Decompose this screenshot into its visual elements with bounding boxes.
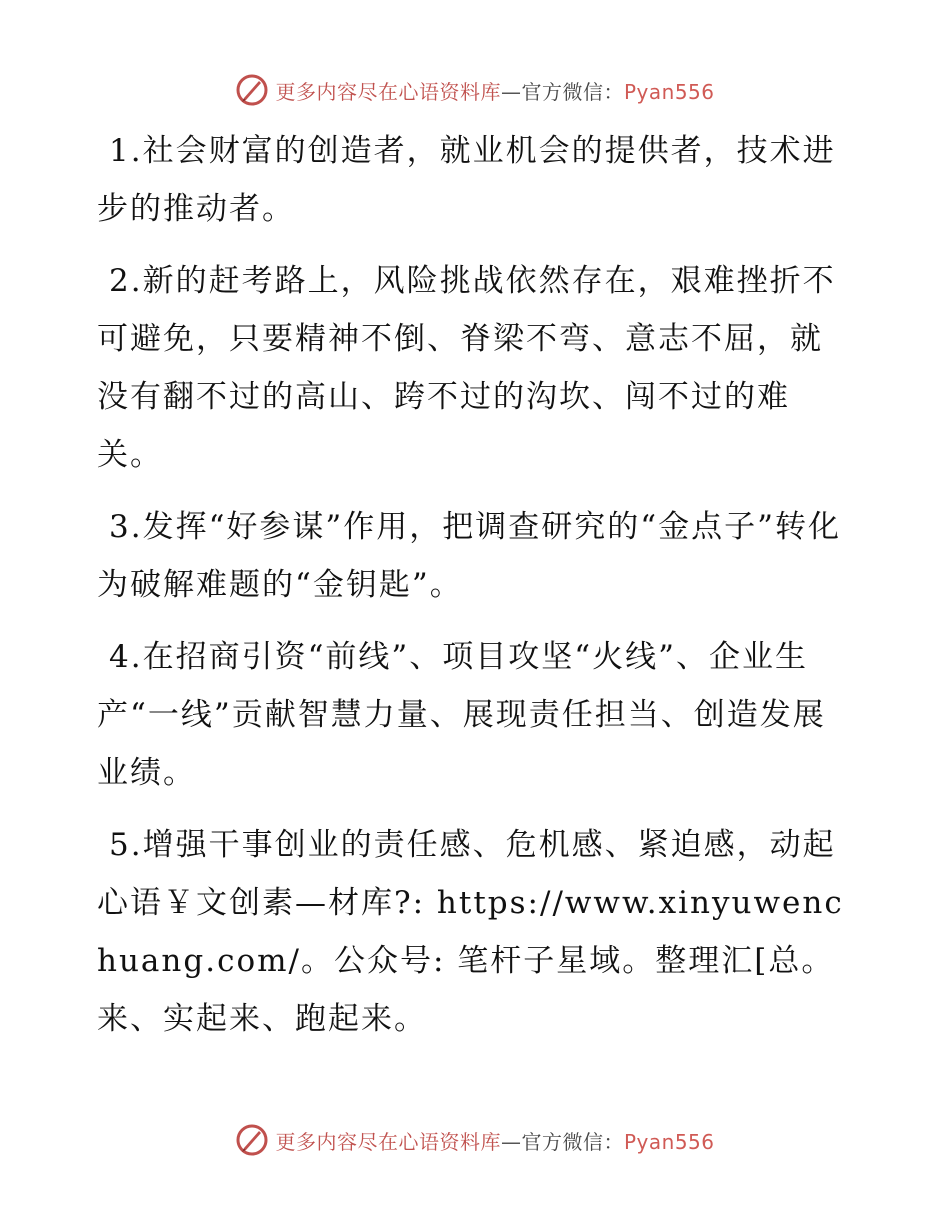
banner-text	[275, 76, 714, 105]
paragraph-1: 1.社会财富的创造者，就业机会的提供者，技术进步的推动者。	[97, 133, 836, 227]
header-banner	[0, 68, 950, 112]
banner-text	[275, 1126, 714, 1155]
banner-wechat-label: 官方微信：	[521, 79, 624, 104]
footer-banner	[0, 1118, 950, 1162]
banner-wechat-id: Pyan556	[623, 79, 715, 104]
banner-separator: —	[500, 79, 522, 104]
quill-pen-circle-icon	[235, 73, 269, 107]
banner-wechat-label: 官方微信：	[521, 1129, 624, 1154]
paragraph-5: 5.增强干事创业的责任感、危机感、紧迫感，动起心语￥文创素—材库?: https://www.xinyuwenchuang.com/。公众号: 笔杆子星域。整理汇[总。来、实起来、跑起来。	[97, 827, 844, 1037]
paragraph-2: 2.新的赶考路上，风险挑战依然存在，艰难挫折不可避免，只要精神不倒、脊梁不弯、意志不屈，就没有翻不过的高山、跨不过的沟坎、闯不过的难关。	[97, 263, 836, 473]
paragraph-4: 4.在招商引资“前线”、项目攻坚“火线”、企业生产“一线”贡献智慧力量、展现责任担当、创造发展业绩。	[97, 639, 826, 791]
banner-separator: —	[500, 1129, 522, 1154]
document-body	[97, 122, 849, 1062]
quill-pen-circle-icon	[235, 1123, 269, 1157]
paragraph-3: 3.发挥“好参谋”作用，把调查研究的“金点子”转化为破解难题的“金钥匙”。	[97, 509, 841, 603]
banner-wechat-id: Pyan556	[623, 1129, 715, 1154]
banner-main-text: 更多内容尽在心语资料库	[275, 1129, 501, 1154]
banner-main-text: 更多内容尽在心语资料库	[275, 79, 501, 104]
